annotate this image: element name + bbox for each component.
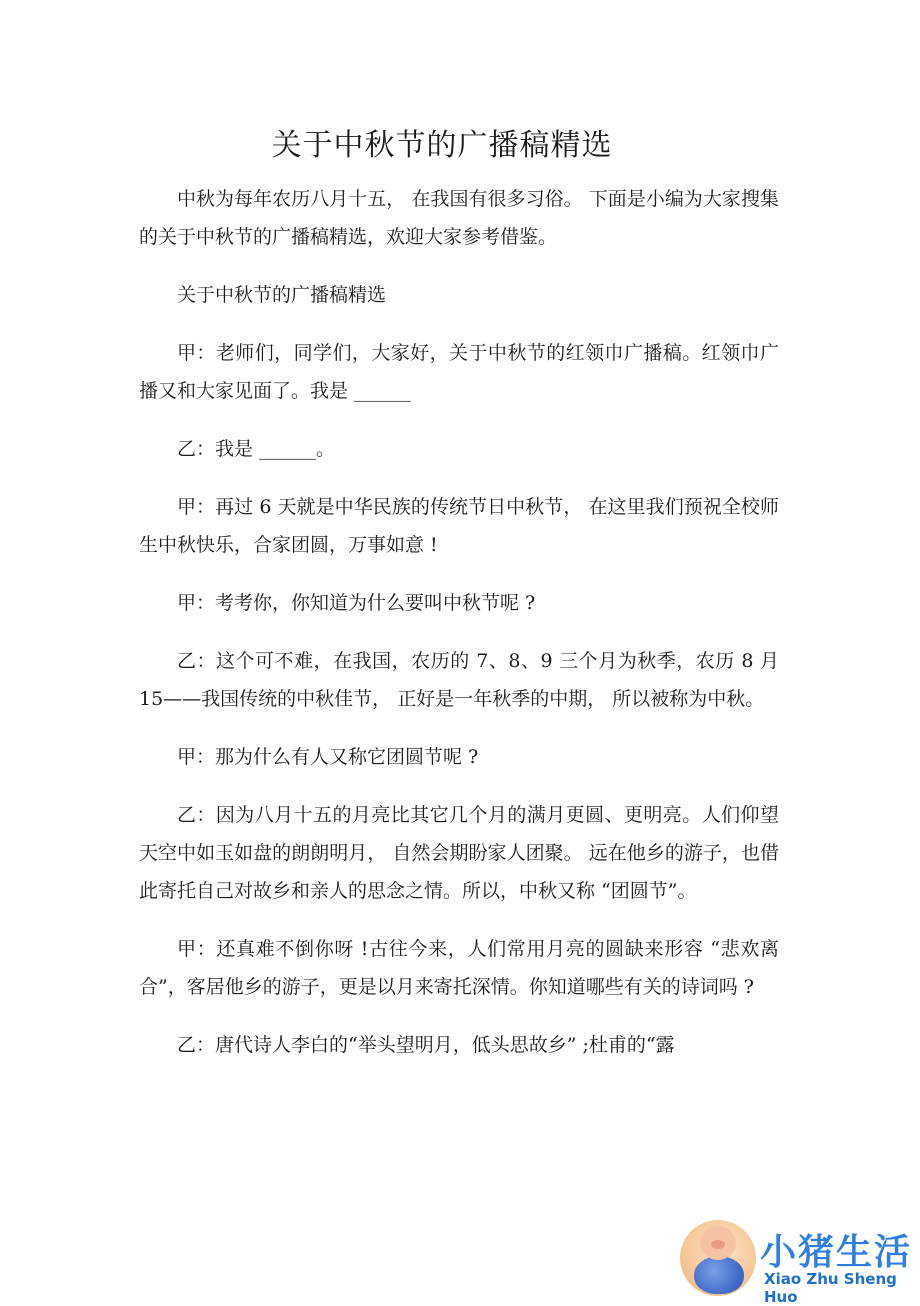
document-title: 关于中秋节的广播稿精选 (271, 128, 613, 163)
brand-name-en: Xiao Zhu Sheng Huo (764, 1270, 897, 1306)
paragraph-intro: 中秋为每年农历八月十五， 在我国有很多习俗。 下面是小编为大家搜集的关于中秋节的广播稿精选，欢迎大家参考借鉴。 (139, 188, 779, 248)
paragraph-dialogue: 乙：因为八月十五的月亮比其它几个月的满月更圆、更明亮。人们仰望天空中如玉如盘的朗朗明月， 自然会期盼家人团聚。 远在他乡的游子，也借此寄托自己对故乡和亲人的思念之情。所以，中秋又称 “团圆节”。 (139, 804, 779, 902)
paragraph-dialogue: 乙：唐代诗人李白的“举头望明月，低头思故乡” ;杜甫的“露 (177, 1034, 675, 1056)
document-body (139, 180, 779, 1084)
brand-logo (680, 1218, 916, 1306)
paragraph-dialogue: 甲：再过 6 天就是中华民族的传统节日中秋节， 在这里我们预祝全校师生中秋快乐，合家团圆，万事如意 ! (139, 496, 779, 556)
paragraph-dialogue: 甲：老师们，同学们，大家好，关于中秋节的红领巾广播稿。红领巾广播又和大家见面了。我是 ______ (139, 342, 779, 402)
paragraph-dialogue: 甲：那为什么有人又称它团圆节呢 ? (177, 746, 479, 768)
brand-name-cn: 小猪生活 (760, 1232, 913, 1273)
paragraph-dialogue: 甲：还真难不倒你呀 !古往今来，人们常用月亮的圆缺来形容 “悲欢离合”，客居他乡的游子，更是以月来寄托深情。你知道哪些有关的诗词吗 ? (139, 938, 779, 998)
paragraph-dialogue: 乙：这个可不难，在我国，农历的 7、8、9 三个月为秋季，农历 8 月 15——我国传统的中秋佳节， 正好是一年秋季的中期， 所以被称为中秋。 (139, 650, 779, 710)
pig-mascot-icon (680, 1220, 756, 1296)
paragraph-dialogue: 甲：考考你，你知道为什么要叫中秋节呢 ? (177, 592, 536, 614)
paragraph-subtitle: 关于中秋节的广播稿精选 (177, 284, 387, 306)
paragraph-dialogue: 乙：我是 ______。 (177, 438, 336, 460)
